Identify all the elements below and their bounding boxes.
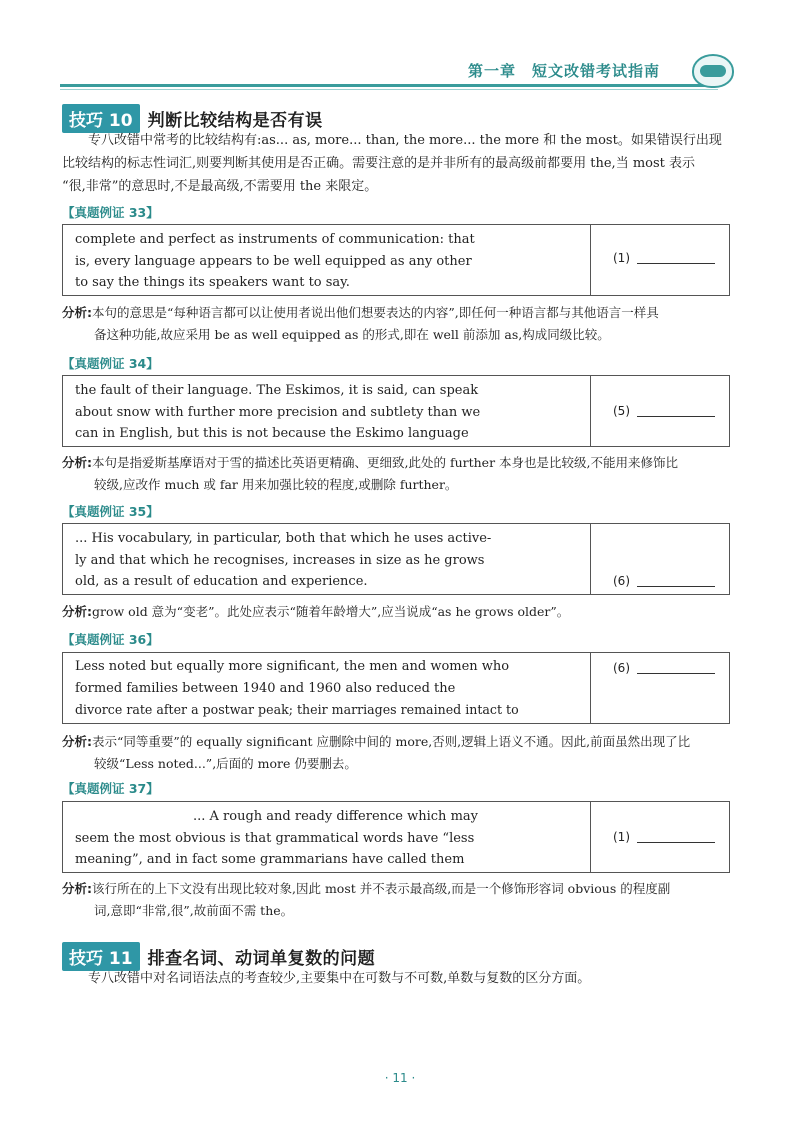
analysis-line: 表示“同等重要”的 equally significant 应删除中间的 more,否则,逻辑上语义不通。因此,前面虽然出现了比: [92, 734, 691, 749]
example-line: old, as a result of education and experience.: [75, 574, 368, 589]
mascot-logo-icon: [692, 54, 734, 88]
answer-number: (6): [613, 574, 630, 588]
analysis-lead: 分析:: [62, 734, 92, 749]
analysis-line: 本句是指爱斯基摩语对于雪的描述比英语更精确、更细致,此处的 further 本身也是比较级,不能用来修饰比: [92, 455, 678, 470]
example-label: 【真题例证 37】: [62, 781, 159, 796]
example-box: [62, 801, 730, 873]
example-label: 【真题例证 35】: [62, 504, 159, 519]
example-box: [62, 523, 730, 595]
example-line: formed families between 1940 and 1960 also reduced the: [75, 680, 456, 696]
analysis-line: 备这种功能,故应采用 be as well equipped as 的形式,即在 well 前添加 as,构成同级比较。: [94, 327, 610, 342]
intro-line: 专八改错中对名词语法点的考查较少,主要集中在可数与不可数,单数与复数的区分方面。: [88, 971, 591, 986]
analysis-line: 较级,应改作 much 或 far 用来加强比较的程度,或删除 further。: [94, 477, 458, 492]
answer-blank[interactable]: [637, 263, 715, 264]
analysis-block: [62, 601, 738, 623]
intro-line: “很,非常”的意思时,不是最高级,不需要用 the 来限定。: [62, 179, 378, 194]
intro-line: 专八改错中常考的比较结构有:as... as, more... than, the more... the more 和 the most。如果错误行出现: [88, 133, 722, 148]
section-11-title: 排查名词、动词单复数的问题: [147, 949, 376, 969]
example-line: ly and that which he recognises, increases in size as he grows: [75, 552, 485, 568]
answer-cell: [591, 653, 729, 723]
section-11-tag: 技巧 11: [62, 942, 140, 971]
section-10-intro: [62, 129, 738, 198]
section-11-intro: [62, 967, 738, 990]
example-line: complete and perfect as instruments of communication: that: [75, 232, 475, 247]
answer-blank[interactable]: [637, 673, 715, 674]
example-line: about snow with further more precision and subtlety than we: [75, 404, 481, 420]
analysis-line: 该行所在的上下文没有出现比较对象,因此 most 并不表示最高级,而是一个修饰形容词 obvious 的程度副: [92, 881, 671, 896]
example-line: Less noted but equally more significant, the men and women who: [75, 659, 510, 674]
example-box: [62, 652, 730, 724]
answer-blank[interactable]: [637, 842, 715, 843]
answer-cell: [591, 225, 729, 295]
page-number: · 11 ·: [384, 1071, 416, 1085]
example-line: ... A rough and ready difference which may: [193, 809, 478, 824]
example-text: [63, 653, 591, 723]
example-box: [62, 224, 730, 296]
answer-number: (1): [613, 830, 630, 844]
example-label: 【真题例证 34】: [62, 356, 159, 371]
analysis-line: 本句的意思是“每种语言都可以让使用者说出他们想要表达的内容”,即任何一种语言都与其他语言一样具: [92, 305, 659, 320]
example-line: seem the most obvious is that grammatical words have “less: [75, 830, 475, 846]
analysis-block: [62, 302, 738, 346]
example-line: divorce rate after a postwar peak; their marriages remained intact to: [75, 702, 519, 717]
answer-number: (5): [613, 404, 630, 418]
answer-blank[interactable]: [637, 586, 715, 587]
answer-number: (6): [613, 661, 630, 675]
example-line: the fault of their language. The Eskimos, it is said, can speak: [75, 383, 479, 398]
analysis-lead: 分析:: [62, 881, 92, 896]
answer-cell: [591, 802, 729, 872]
header-rule-thin: [60, 89, 718, 90]
answer-cell: [591, 524, 729, 594]
intro-line: 比较结构的标志性词汇,则要判断其使用是否正确。需要注意的是并非所有的最高级前都要用 the,当 most 表示: [62, 156, 696, 171]
analysis-block: [62, 452, 738, 496]
example-text: [63, 376, 591, 446]
answer-cell: [591, 376, 729, 446]
analysis-block: [62, 878, 738, 922]
analysis-line: grow old 意为“变老”。此处应表示“随着年龄增大”,应当说成“as he grows older”。: [92, 604, 570, 619]
chapter-title: 第一章 短文改错考试指南: [467, 62, 660, 80]
example-line: meaning”, and in fact some grammarians have called them: [75, 852, 465, 867]
analysis-lead: 分析:: [62, 604, 92, 619]
example-box: [62, 375, 730, 447]
answer-blank[interactable]: [637, 416, 715, 417]
answer-number: (1): [613, 251, 630, 265]
analysis-lead: 分析:: [62, 455, 92, 470]
section-10-tag: 技巧 10: [62, 104, 140, 133]
example-line: ... His vocabulary, in particular, both that which he uses active-: [75, 531, 492, 546]
example-line: to say the things its speakers want to say.: [75, 275, 350, 290]
example-text: [63, 524, 591, 594]
example-label: 【真题例证 36】: [62, 632, 159, 647]
page-header: [0, 48, 800, 94]
example-label: 【真题例证 33】: [62, 205, 159, 220]
example-line: can in English, but this is not because the Eskimo language: [75, 426, 469, 441]
analysis-block: [62, 731, 738, 775]
analysis-line: 词,意即“非常,很”,故前面不需 the。: [94, 903, 294, 918]
header-rule: [60, 84, 718, 87]
example-line: is, every language appears to be well equipped as any other: [75, 253, 472, 269]
example-text: [63, 225, 591, 295]
section-10-title: 判断比较结构是否有误: [147, 111, 323, 131]
example-text: [63, 802, 591, 872]
analysis-lead: 分析:: [62, 305, 92, 320]
analysis-line: 较级“Less noted...”,后面的 more 仍要删去。: [94, 756, 357, 771]
